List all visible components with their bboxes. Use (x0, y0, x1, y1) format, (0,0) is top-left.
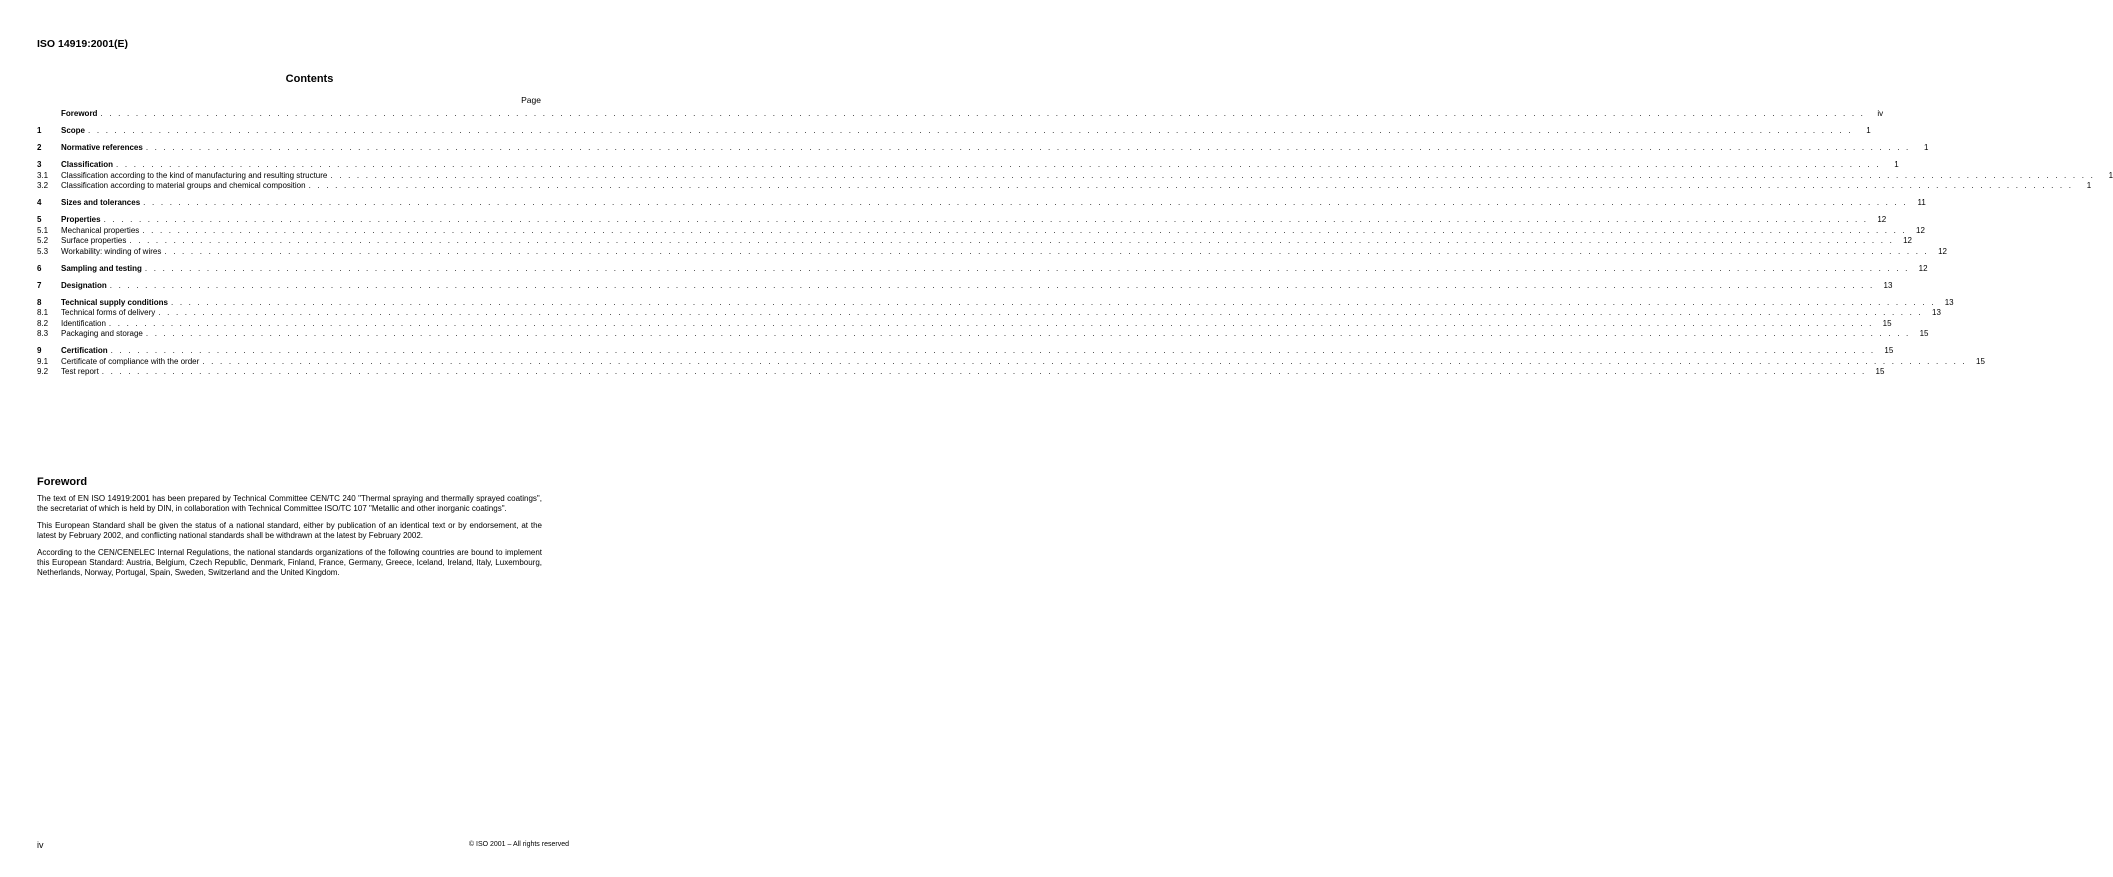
toc-entry[interactable] (37, 308, 1941, 319)
toc-entry[interactable] (37, 367, 1885, 378)
toc-entry[interactable] (37, 329, 1929, 340)
toc-entry-number: 3.2 (37, 181, 49, 190)
toc-entry[interactable] (37, 246, 1947, 258)
toc-entry[interactable] (37, 280, 1893, 292)
toc-dot-leader: . . . . . . . . . . . . . . . . . . . . . . . . . . . . . . . . . . . . . . . . . . . . . . . . . . . . . . . . . . . . . . . . . . . . . . . . . . . . . . . . . . . . . . . . . . . . . . . . . . . . . . . . . . . . . . . . . . . . . . . . . . . . . . . . . . . . . . . . . . . . . . . . . . . . . . . . . . . . . . . . . . . . . . . . . . . . . . . . . . . . . . . . . . . . . . . . . . . . . . . . (202, 356, 1967, 366)
toc-entry-page: 12 (1916, 225, 1925, 235)
toc-entry-number: 3.1 (37, 170, 49, 180)
footer-copyright: © ISO 2001 – All rights reserved (468, 841, 569, 848)
toc-entry-title: Technical supply conditions (61, 297, 168, 307)
toc-dot-leader: . . . . . . . . . . . . . . . . . . . . . . . . . . . . . . . . . . . . . . . . . . . . . . . . . . . . . . . . . . . . . . . . . . . . . . . . . . . . . . . . . . . . . . . . . . . . . . . . . . . . . . . . . . . . . . . . . . . . . . . . . . . . . . . . . . . . . . . . . . . . . . . . . . . . . . . . . . . . . . . . . . . . . . . . . . . . . . . . . . . . . . . . . . . . . . . . . . . . . . . . (108, 318, 1874, 328)
toc-entry-title: Foreword (61, 109, 98, 118)
toc-dot-leader: . . . . . . . . . . . . . . . . . . . . . . . . . . . . . . . . . . . . . . . . . . . . . . . . . . . . . . . . . . . . . . . . . . . . . . . . . . . . . . . . . . . . . . . . . . . . . . . . . . . . . . . . . . . . . . . . . . . . . . . . . . . . . . . . . . . . . . . . . . . . . . . . . . . . . . . . . . . . . . . . . . . . . . . . . . . . . . . . . . . . . . . . . . . . . . . . . . . . . . . . (142, 225, 1907, 235)
toc-dot-leader: . . . . . . . . . . . . . . . . . . . . . . . . . . . . . . . . . . . . . . . . . . . . . . . . . . . . . . . . . . . . . . . . . . . . . . . . . . . . . . . . . . . . . . . . . . . . . . . . . . . . . . . . . . . . . . . . . . . . . . . . . . . . . . . . . . . . . . . . . . . . . . . . . . . . . . . . . . . . . . . . . . . . . . . . . . . . . . . . . . . . . . . . . . . . . . . . . . . . . . . . (88, 126, 1853, 135)
toc-entry[interactable] (37, 346, 1894, 357)
toc-entry-page: 12 (1903, 236, 1913, 245)
toc-entry-title: Properties (61, 215, 101, 224)
toc-entry-page: 15 (1882, 318, 1892, 328)
toc-entry[interactable] (37, 215, 1887, 226)
foreword-paragraph: According to the CEN/CENELEC Internal Regulations, the national standards organizations of the following countries are bound to implement this European Standard: Austria, Belgium, Czech Republic, Denmark, Finland, France, Germany, Greece, Iceland, Ireland, Italy, Luxembourg, Netherlands, Norway, Portugal, Spain, Sweden, Switzerland and the United Kingdom. (37, 547, 542, 578)
table-of-contents (37, 109, 2113, 384)
toc-entry[interactable] (37, 181, 2092, 192)
toc-entry-page: 13 (1932, 308, 1941, 317)
toc-entry-page: 1 (2108, 170, 2113, 180)
toc-entry-page: 12 (1877, 215, 1887, 224)
toc-group (37, 198, 1926, 209)
toc-dot-leader: . . . . . . . . . . . . . . . . . . . . . . . . . . . . . . . . . . . . . . . . . . . . . . . . . . . . . . . . . . . . . . . . . . . . . . . . . . . . . . . . . . . . . . . . . . . . . . . . . . . . . . . . . . . . . . . . . . . . . . . . . . . . . . . . . . . . . . . . . . . . . . . . . . . . . . . . . . . . . . . . . . . . . . . . . . . . . . . . . . . . . . . . . . . . . . . . . . . . . . . . (129, 236, 1895, 245)
toc-entry-page: 15 (1884, 346, 1894, 355)
toc-dot-leader: . . . . . . . . . . . . . . . . . . . . . . . . . . . . . . . . . . . . . . . . . . . . . . . . . . . . . . . . . . . . . . . . . . . . . . . . . . . . . . . . . . . . . . . . . . . . . . . . . . . . . . . . . . . . . . . . . . . . . . . . . . . . . . . . . . . . . . . . . . . . . . . . . . . . . . . . . . . . . . . . . . . . . . . . . . . . . . . . . . . . . . . . . . . . . . . . . . . . . . . . (308, 181, 2074, 190)
toc-entry-title: Certificate of compliance with the order (61, 356, 200, 366)
toc-dot-leader: . . . . . . . . . . . . . . . . . . . . . . . . . . . . . . . . . . . . . . . . . . . . . . . . . . . . . . . . . . . . . . . . . . . . . . . . . . . . . . . . . . . . . . . . . . . . . . . . . . . . . . . . . . . . . . . . . . . . . . . . . . . . . . . . . . . . . . . . . . . . . . . . . . . . . . . . . . . . . . . . . . . . . . . . . . . . . . . . . . . . . . . . . . . . . . . . . . . . . . . . (145, 329, 1911, 338)
toc-dot-leader: . . . . . . . . . . . . . . . . . . . . . . . . . . . . . . . . . . . . . . . . . . . . . . . . . . . . . . . . . . . . . . . . . . . . . . . . . . . . . . . . . . . . . . . . . . . . . . . . . . . . . . . . . . . . . . . . . . . . . . . . . . . . . . . . . . . . . . . . . . . . . . . . . . . . . . . . . . . . . . . . . . . . . . . . . . . . . . . . . . . . . . . . . . . . . . . . . . . . . . . . (109, 280, 1875, 290)
toc-entry[interactable] (37, 236, 1913, 247)
toc-entry-number: 9.2 (37, 367, 49, 376)
toc-group (37, 346, 1985, 378)
toc-entry-number: 2 (37, 143, 42, 152)
toc-entry-title: Surface properties (61, 236, 127, 245)
toc-entry-title: Sizes and tolerances (61, 198, 141, 207)
toc-entry-title: Sampling and testing (61, 263, 142, 273)
toc-entry[interactable] (37, 126, 1871, 137)
toc-dot-leader: . . . . . . . . . . . . . . . . . . . . . . . . . . . . . . . . . . . . . . . . . . . . . . . . . . . . . . . . . . . . . . . . . . . . . . . . . . . . . . . . . . . . . . . . . . . . . . . . . . . . . . . . . . . . . . . . . . . . . . . . . . . . . . . . . . . . . . . . . . . . . . . . . . . . . . . . . . . . . . . . . . . . . . . . . . . . . . . . . . . . . . . . . . . . . . . . . . . . . . . . (116, 160, 1881, 169)
foreword-heading: Foreword (37, 476, 88, 488)
toc-entry-title: Workability: winding of wires (61, 246, 162, 256)
toc-dot-leader: . . . . . . . . . . . . . . . . . . . . . . . . . . . . . . . . . . . . . . . . . . . . . . . . . . . . . . . . . . . . . . . . . . . . . . . . . . . . . . . . . . . . . . . . . . . . . . . . . . . . . . . . . . . . . . . . . . . . . . . . . . . . . . . . . . . . . . . . . . . . . . . . . . . . . . . . . . . . . . . . . . . . . . . . . . . . . . . . . . . . . . . . . . . . . . . . . . . . . . . . (103, 215, 1869, 224)
toc-entry-title: Classification (61, 160, 114, 169)
toc-entry-page: 15 (1919, 329, 1929, 338)
foreword-paragraph: The text of EN ISO 14919:2001 has been prepared by Technical Committee CEN/TC 240 "Thermal spraying and thermally sprayed coatings", the secretariat of which is held by DIN, in collaboration with Technical Committee ISO/TC 107 "Metallic and other inorganic coatings". (37, 494, 542, 514)
toc-entry-number: 3 (37, 160, 42, 169)
toc-entry-page: 12 (1938, 246, 1947, 256)
toc-group (37, 280, 1893, 292)
toc-entry-page: iv (1877, 109, 1884, 118)
toc-entry-page: 13 (1944, 297, 1954, 307)
toc-dot-leader: . . . . . . . . . . . . . . . . . . . . . . . . . . . . . . . . . . . . . . . . . . . . . . . . . . . . . . . . . . . . . . . . . . . . . . . . . . . . . . . . . . . . . . . . . . . . . . . . . . . . . . . . . . . . . . . . . . . . . . . . . . . . . . . . . . . . . . . . . . . . . . . . . . . . . . . . . . . . . . . . . . . . . . . . . . . . . . . . . . . . . . . . . . . . . . . . . . . . . . . . (158, 308, 1923, 317)
toc-dot-leader: . . . . . . . . . . . . . . . . . . . . . . . . . . . . . . . . . . . . . . . . . . . . . . . . . . . . . . . . . . . . . . . . . . . . . . . . . . . . . . . . . . . . . . . . . . . . . . . . . . . . . . . . . . . . . . . . . . . . . . . . . . . . . . . . . . . . . . . . . . . . . . . . . . . . . . . . . . . . . . . . . . . . . . . . . . . . . . . . . . . . . . . . . . . . . . . . . . . . . . . . (110, 346, 1876, 355)
toc-entry[interactable] (37, 170, 2113, 182)
toc-entry-title: Certification (61, 346, 108, 355)
toc-group (37, 126, 1871, 137)
toc-group (37, 143, 1929, 154)
toc-entry-number: 4 (37, 198, 42, 207)
toc-entry[interactable] (37, 225, 1925, 237)
toc-entry-title: Designation (61, 280, 107, 290)
toc-dot-leader: . . . . . . . . . . . . . . . . . . . . . . . . . . . . . . . . . . . . . . . . . . . . . . . . . . . . . . . . . . . . . . . . . . . . . . . . . . . . . . . . . . . . . . . . . . . . . . . . . . . . . . . . . . . . . . . . . . . . . . . . . . . . . . . . . . . . . . . . . . . . . . . . . . . . . . . . . . . . . . . . . . . . . . . . . . . . . . . . . . . . . . . . . . . . . . . . . . . . . . . . (143, 198, 1908, 207)
toc-entry-number: 5 (37, 215, 42, 224)
toc-group (37, 297, 1954, 340)
toc-dot-leader: . . . . . . . . . . . . . . . . . . . . . . . . . . . . . . . . . . . . . . . . . . . . . . . . . . . . . . . . . . . . . . . . . . . . . . . . . . . . . . . . . . . . . . . . . . . . . . . . . . . . . . . . . . . . . . . . . . . . . . . . . . . . . . . . . . . . . . . . . . . . . . . . . . . . . . . . . . . . . . . . . . . . . . . . . . . . . . . . . . . . . . . . . . . . . . . . . . . . . . . . (145, 143, 1911, 152)
toc-entry-title: Classification according to the kind of manufacturing and resulting structure (61, 170, 328, 180)
toc-entry-page: 15 (1875, 367, 1885, 376)
toc-entry-title: Mechanical properties (61, 225, 140, 235)
toc-dot-leader: . . . . . . . . . . . . . . . . . . . . . . . . . . . . . . . . . . . . . . . . . . . . . . . . . . . . . . . . . . . . . . . . . . . . . . . . . . . . . . . . . . . . . . . . . . . . . . . . . . . . . . . . . . . . . . . . . . . . . . . . . . . . . . . . . . . . . . . . . . . . . . . . . . . . . . . . . . . . . . . . . . . . . . . . . . . . . . . . . . . . . . . . . . . . . . . . . . . . . . . . (101, 367, 1867, 376)
toc-group (37, 160, 2113, 192)
toc-entry[interactable] (37, 109, 1884, 120)
toc-entry-number: 7 (37, 280, 42, 290)
toc-group (37, 109, 1884, 120)
toc-entry-title: Test report (61, 367, 99, 376)
toc-dot-leader: . . . . . . . . . . . . . . . . . . . . . . . . . . . . . . . . . . . . . . . . . . . . . . . . . . . . . . . . . . . . . . . . . . . . . . . . . . . . . . . . . . . . . . . . . . . . . . . . . . . . . . . . . . . . . . . . . . . . . . . . . . . . . . . . . . . . . . . . . . . . . . . . . . . . . . . . . . . . . . . . . . . . . . . . . . . . . . . . . . . . . . . . . . . . . . . . . . . . . . . . (170, 297, 1936, 307)
toc-entry-number: 8.3 (37, 329, 49, 338)
contents-title: Contents (285, 73, 334, 85)
toc-entry[interactable] (37, 160, 1899, 171)
toc-entry-title: Identification (61, 318, 106, 328)
toc-entry-number: 8.1 (37, 308, 49, 317)
toc-group (37, 215, 1947, 257)
toc-entry-number: 8.2 (37, 318, 49, 328)
page-column-label: Page (521, 95, 541, 105)
toc-entry[interactable] (37, 263, 1928, 275)
footer-page-number: iv (37, 840, 44, 850)
foreword-section (37, 476, 542, 585)
toc-entry-title: Normative references (61, 143, 143, 152)
toc-entry-page: 1 (1866, 126, 1871, 135)
toc-entry-number: 1 (37, 126, 42, 135)
toc-entry-page: 15 (1976, 356, 1985, 366)
toc-entry-page: 1 (2086, 181, 2092, 190)
toc-dot-leader: . . . . . . . . . . . . . . . . . . . . . . . . . . . . . . . . . . . . . . . . . . . . . . . . . . . . . . . . . . . . . . . . . . . . . . . . . . . . . . . . . . . . . . . . . . . . . . . . . . . . . . . . . . . . . . . . . . . . . . . . . . . . . . . . . . . . . . . . . . . . . . . . . . . . . . . . . . . . . . . . . . . . . . . . . . . . . . . . . . . . . . . . . . . . . . . . . . . . . . . . (100, 109, 1866, 118)
toc-entry[interactable] (37, 297, 1954, 309)
toc-entry-number: 5.3 (37, 246, 49, 256)
toc-dot-leader: . . . . . . . . . . . . . . . . . . . . . . . . . . . . . . . . . . . . . . . . . . . . . . . . . . . . . . . . . . . . . . . . . . . . . . . . . . . . . . . . . . . . . . . . . . . . . . . . . . . . . . . . . . . . . . . . . . . . . . . . . . . . . . . . . . . . . . . . . . . . . . . . . . . . . . . . . . . . . . . . . . . . . . . . . . . . . . . . . . . . . . . . . . . . . . . . . . . . . . . . (330, 170, 2096, 180)
toc-entry-number: 5.2 (37, 236, 49, 245)
toc-entry-number: 9.1 (37, 356, 49, 366)
toc-entry[interactable] (37, 143, 1929, 154)
toc-entry[interactable] (37, 198, 1926, 209)
toc-entry-page: 1 (1924, 143, 1929, 152)
toc-entry-page: 1 (1894, 160, 1899, 169)
toc-entry-number: 9 (37, 346, 42, 355)
toc-entry[interactable] (37, 318, 1892, 330)
toc-group (37, 263, 1928, 275)
toc-entry[interactable] (37, 356, 1985, 368)
toc-dot-leader: . . . . . . . . . . . . . . . . . . . . . . . . . . . . . . . . . . . . . . . . . . . . . . . . . . . . . . . . . . . . . . . . . . . . . . . . . . . . . . . . . . . . . . . . . . . . . . . . . . . . . . . . . . . . . . . . . . . . . . . . . . . . . . . . . . . . . . . . . . . . . . . . . . . . . . . . . . . . . . . . . . . . . . . . . . . . . . . . . . . . . . . . . . . . . . . . . . . . . . . . (164, 246, 1929, 256)
toc-dot-leader: . . . . . . . . . . . . . . . . . . . . . . . . . . . . . . . . . . . . . . . . . . . . . . . . . . . . . . . . . . . . . . . . . . . . . . . . . . . . . . . . . . . . . . . . . . . . . . . . . . . . . . . . . . . . . . . . . . . . . . . . . . . . . . . . . . . . . . . . . . . . . . . . . . . . . . . . . . . . . . . . . . . . . . . . . . . . . . . . . . . . . . . . . . . . . . . . . . . . . . . . (144, 263, 1910, 273)
document-id: ISO 14919:2001(E) (37, 38, 129, 50)
toc-entry-title: Packaging and storage (61, 329, 143, 338)
toc-entry-title: Scope (61, 126, 86, 135)
toc-entry-number: 8 (37, 297, 42, 307)
toc-entry-page: 11 (1917, 198, 1926, 207)
toc-entry-number: 5.1 (37, 225, 49, 235)
toc-entry-page: 12 (1918, 263, 1928, 273)
toc-entry-number: 6 (37, 263, 42, 273)
toc-entry-page: 13 (1883, 280, 1893, 290)
toc-entry-title: Technical forms of delivery (61, 308, 156, 317)
toc-entry-title: Classification according to material groups and chemical composition (61, 181, 306, 190)
foreword-paragraph: This European Standard shall be given the status of a national standard, either by publication of an identical text or by endorsement, at the latest by February 2002, and conflicting national standards shall be withdrawn at the latest by February 2002. (37, 520, 542, 541)
